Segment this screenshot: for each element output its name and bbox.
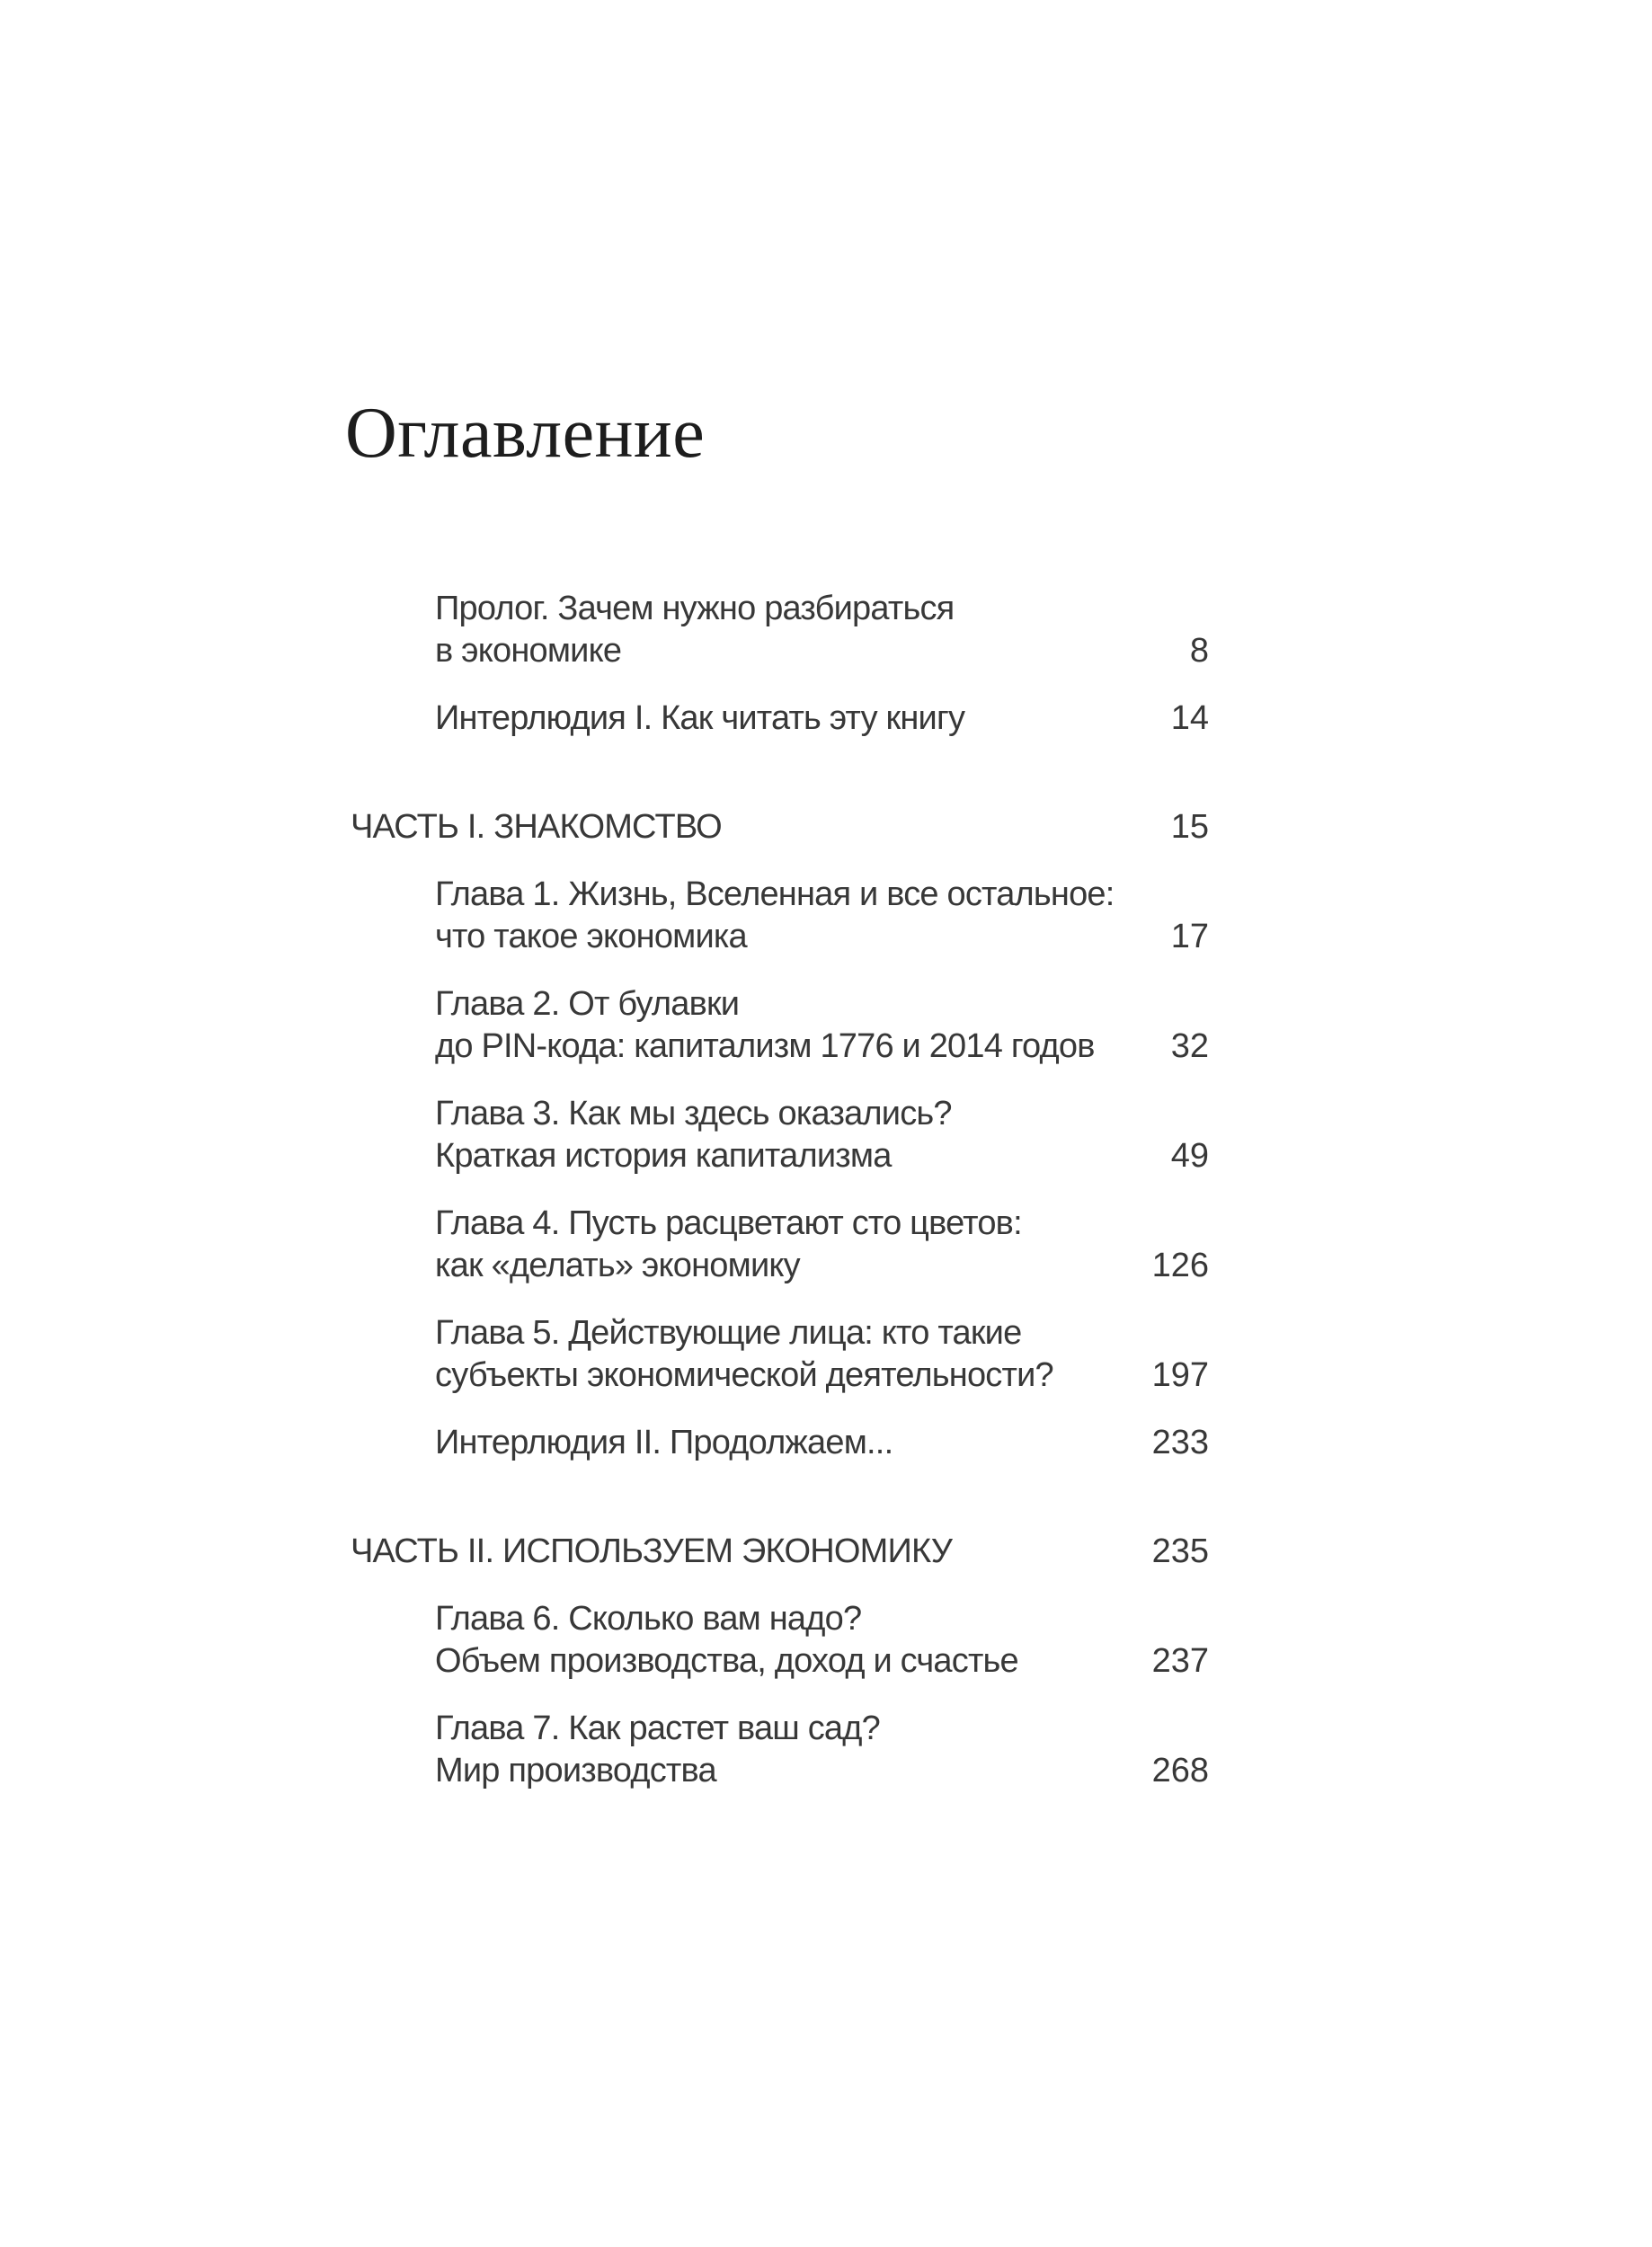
entry-line: Интерлюдия II. Продолжаем... bbox=[435, 1424, 893, 1461]
entry-line: Глава 5. Действующие лица: кто такие bbox=[435, 1314, 1022, 1352]
page-number: 15 bbox=[1170, 808, 1209, 846]
page-title: Оглавление bbox=[345, 394, 706, 473]
entry-text bbox=[435, 983, 1209, 1068]
entry-text bbox=[435, 874, 1209, 958]
entry-line: Глава 6. Сколько вам надо? bbox=[435, 1600, 862, 1638]
entry-line: Объем производства, доход и счастье bbox=[435, 1642, 1018, 1680]
page-number: 49 bbox=[1170, 1137, 1209, 1175]
toc-entry bbox=[351, 697, 1209, 740]
page-number: 197 bbox=[1151, 1356, 1209, 1394]
entry-line: Глава 4. Пусть расцветают сто цветов: bbox=[435, 1204, 1022, 1242]
entry-line: Глава 7. Как растет ваш сад? bbox=[435, 1710, 880, 1747]
toc-entry bbox=[351, 1598, 1209, 1683]
entry-text bbox=[435, 1422, 1209, 1464]
entry-text bbox=[351, 1531, 1209, 1573]
entry-line: как «делать» экономику bbox=[435, 1247, 800, 1284]
entry-text bbox=[435, 1312, 1209, 1397]
entry-line: Интерлюдия I. Как читать эту книгу bbox=[435, 699, 965, 737]
toc-entry bbox=[351, 1203, 1209, 1287]
entry-text bbox=[435, 697, 1209, 740]
toc-entry bbox=[351, 1708, 1209, 1792]
toc-entry bbox=[351, 983, 1209, 1068]
toc-entry bbox=[351, 874, 1209, 958]
entry-text bbox=[435, 1708, 1209, 1792]
entry-line: субъекты экономической деятельности? bbox=[435, 1356, 1053, 1394]
page-number: 233 bbox=[1151, 1424, 1209, 1461]
page-number: 32 bbox=[1170, 1027, 1209, 1065]
page-number: 8 bbox=[1189, 632, 1209, 670]
entry-text bbox=[435, 1203, 1209, 1287]
page-number: 268 bbox=[1151, 1752, 1209, 1790]
entry-line: Глава 1. Жизнь, Вселенная и все остальное: bbox=[435, 875, 1115, 913]
page-number: 126 bbox=[1151, 1247, 1209, 1284]
entry-line: Глава 3. Как мы здесь оказались? bbox=[435, 1095, 952, 1132]
entry-text bbox=[435, 1093, 1209, 1177]
toc-entry bbox=[351, 588, 1209, 672]
toc-entry bbox=[351, 1312, 1209, 1397]
entry-line: что такое экономика bbox=[435, 918, 747, 955]
entry-text bbox=[435, 1598, 1209, 1683]
page-number: 17 bbox=[1170, 918, 1209, 955]
entry-line: Краткая история капитализма bbox=[435, 1137, 892, 1175]
toc-entry bbox=[351, 1422, 1209, 1464]
entry-line: ЧАСТЬ II. ИСПОЛЬЗУЕМ ЭКОНОМИКУ bbox=[351, 1532, 953, 1570]
toc bbox=[351, 588, 1209, 1792]
page-number: 14 bbox=[1170, 699, 1209, 737]
entry-line: до PIN-кода: капитализм 1776 и 2014 годов bbox=[435, 1027, 1095, 1065]
entry-text bbox=[351, 806, 1209, 848]
toc-entry bbox=[351, 1093, 1209, 1177]
entry-text bbox=[435, 588, 1209, 672]
entry-line: в экономике bbox=[435, 632, 622, 670]
entry-line: Мир производства bbox=[435, 1752, 716, 1790]
toc-entry bbox=[351, 1531, 1209, 1573]
toc-entry bbox=[351, 806, 1209, 848]
page-number: 235 bbox=[1151, 1532, 1209, 1570]
entry-line: Пролог. Зачем нужно разбираться bbox=[435, 590, 955, 627]
entry-line: ЧАСТЬ I. ЗНАКОМСТВО bbox=[351, 808, 722, 846]
entry-line: Глава 2. От булавки bbox=[435, 985, 740, 1023]
page-number: 237 bbox=[1151, 1642, 1209, 1680]
